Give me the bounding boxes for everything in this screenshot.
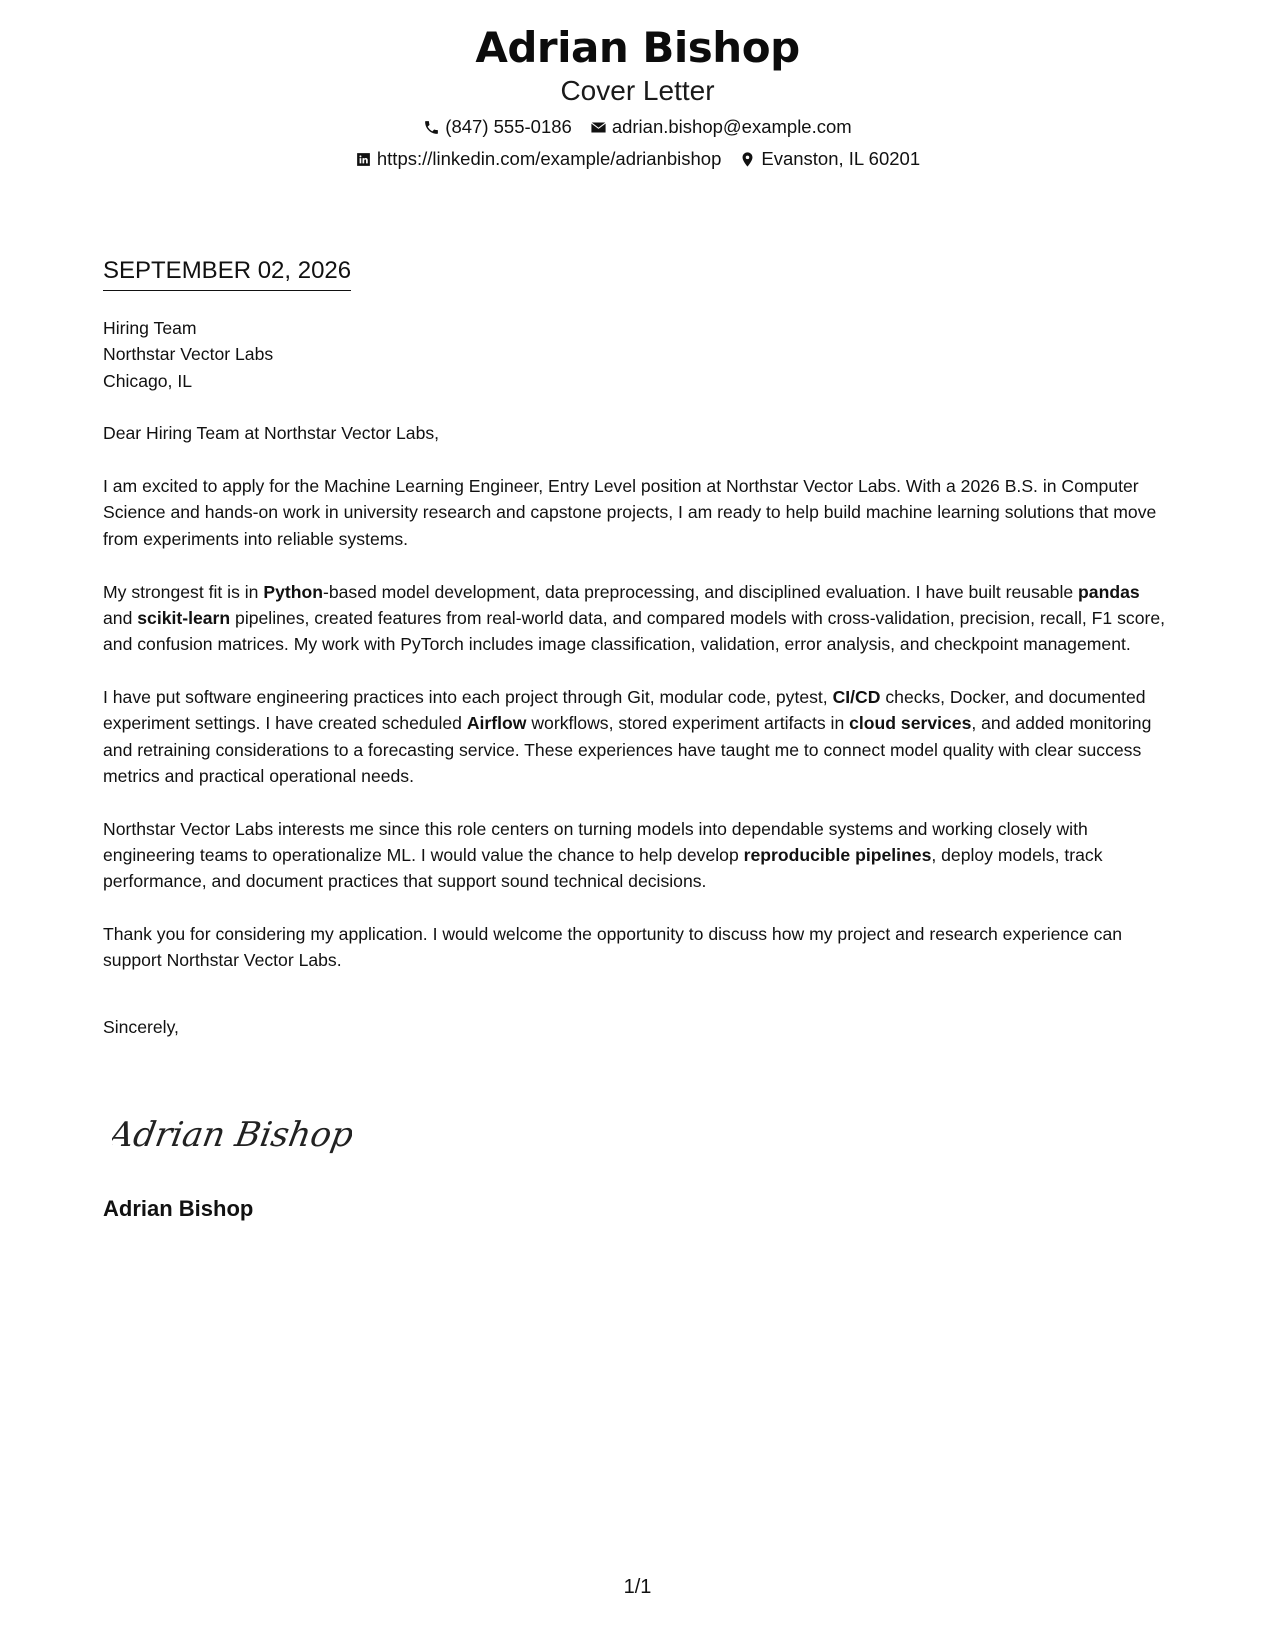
paragraph-thanks: Thank you for considering my application. I would welcome the opportunity to discuss how my project and research experience can support Northstar Vector Labs. xyxy=(103,924,1123,971)
handwritten-signature xyxy=(112,1108,352,1160)
recipient-city: Chicago, IL xyxy=(103,370,192,391)
keyword-pandas: pandas xyxy=(1078,581,1140,602)
paragraph-skills: My strongest fit is in Python-based model development, data preprocessing, and disciplined evaluation. I have built reusable pandas and scikit-learn pipelines, created features from real-world data, and compared models with cross-validation, precision, recall, F1 score, and confusion matrices. My work with PyTorch includes image classification, validation, error analysis, and checkpoint management. xyxy=(103,581,1166,655)
envelope-icon xyxy=(590,119,607,136)
keyword-ci-cd: CI/CD xyxy=(832,686,881,707)
document-subtitle: Cover Letter xyxy=(560,75,715,106)
recipient-block xyxy=(103,315,1173,394)
contact-location xyxy=(739,148,920,170)
paragraph-interest: Northstar Vector Labs interests me since this role centers on turning models into dependable systems and working closely with engineering teams to operationalize ML. I would value the chance to help develop reproducible pipelines, deploy models, track performance, and document practices that support sound technical decisions. xyxy=(103,818,1103,892)
salutation: Dear Hiring Team at Northstar Vector Labs, xyxy=(103,423,440,444)
keyword-scikit-learn: scikit-learn xyxy=(137,607,231,628)
letter-date: SEPTEMBER 02, 2026 xyxy=(103,256,351,291)
phone-icon xyxy=(423,119,440,136)
contact-row-primary xyxy=(0,116,1275,138)
closing: Sincerely, xyxy=(103,1016,179,1037)
paragraph-engineering: I have put software engineering practices into each project through Git, modular code, pytest, CI/CD checks, Docker, and documented experiment settings. I have created scheduled Airflow workflows, stored experiment artifacts in cloud services, and added monitoring and retraining considerations to a forecasting service. These experiences have taught me to connect model quality with clear success metrics and practical operational needs. xyxy=(103,686,1152,786)
contact-row-secondary xyxy=(0,148,1275,170)
contact-linkedin[interactable] xyxy=(355,148,722,170)
signed-name: Adrian Bishop xyxy=(103,1196,254,1221)
contact-phone xyxy=(423,116,572,138)
letter-header xyxy=(0,22,1275,170)
keyword-cloud-services: cloud services xyxy=(849,713,972,734)
linkedin-icon xyxy=(355,151,372,168)
keyword-reproducible-pipelines: reproducible pipelines xyxy=(743,844,932,865)
recipient-team: Hiring Team xyxy=(103,318,197,338)
location-text: Evanston, IL 60201 xyxy=(761,148,921,169)
phone-number: (847) 555-0186 xyxy=(445,116,572,137)
signature-text: Adrian Bishop xyxy=(112,1115,352,1155)
map-pin-icon xyxy=(739,151,756,168)
paragraph-intro: I am excited to apply for the Machine Learning Engineer, Entry Level position at Northstar Vector Labs. With a 2026 B.S. in Computer Science and hands-on work in university research and capstone projects, I am ready to help build machine learning solutions that move from experiments into reliable systems. xyxy=(103,476,1157,549)
letter-date-block xyxy=(103,256,351,291)
keyword-airflow: Airflow xyxy=(466,713,527,734)
contact-email[interactable] xyxy=(590,116,852,138)
recipient-company: Northstar Vector Labs xyxy=(103,344,274,365)
applicant-name: Adrian Bishop xyxy=(475,23,800,72)
keyword-python: Python xyxy=(263,581,323,602)
letter-body xyxy=(103,315,1173,1066)
linkedin-url: https://linkedin.com/example/adrianbishop xyxy=(376,148,722,169)
page-number: 1/1 xyxy=(623,1576,652,1598)
email-address: adrian.bishop@example.com xyxy=(611,116,852,137)
